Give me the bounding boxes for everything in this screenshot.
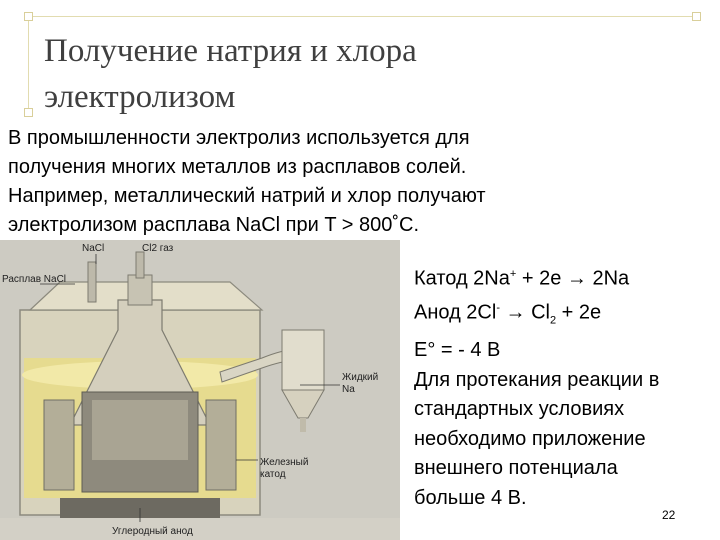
label-melt: Расплав NaCl [2, 274, 67, 285]
electrolysis-cell-illustration [0, 240, 400, 540]
title-line-1: Получение натрия и хлора [44, 33, 417, 69]
label-liquid-na-1: Жидкий [342, 372, 379, 383]
note-line: Для протекания реакции в [414, 368, 660, 391]
label-iron-cathode-2: катод [260, 469, 286, 480]
cathode-charge: + [509, 268, 517, 280]
na-collector [282, 330, 324, 390]
iron-cathode-left [44, 400, 74, 490]
electrolysis-cell-drawing [0, 240, 400, 540]
intro-line: В промышленности электролиз используется для [8, 127, 470, 149]
cathode-reaction [414, 260, 720, 294]
anode-charge: - [496, 302, 500, 315]
intro-line: получения многих металлов из расплавов солей. [8, 156, 467, 178]
anode-subscript: 2 [549, 314, 557, 327]
reaction-notes [414, 260, 720, 513]
label-nacl: NaCl [82, 243, 105, 254]
label-carbon-anode: Углеродный анод [112, 526, 193, 537]
standard-potential: E° = - 4 B [414, 339, 501, 362]
frame-top-line [28, 16, 698, 17]
nacl-feed-pipe [88, 262, 96, 302]
iron-cathode-right [206, 400, 236, 490]
anode-prefix: Анод 2Cl [414, 301, 497, 324]
cathode-prefix: Катод 2Na [414, 267, 510, 290]
label-cl2-gas: Cl2 газ [142, 243, 174, 254]
anode-mid: → Cl [499, 301, 550, 324]
intro-line: электролизом расплава NaCl при T > 800˚C. [8, 214, 420, 236]
anode-block [92, 400, 188, 460]
note-line: необходимо приложение [414, 427, 646, 450]
frame-corner-marker [24, 12, 33, 21]
slide-title [44, 28, 564, 120]
page-number: 22 [662, 508, 676, 522]
anode-rest: + 2e [556, 301, 602, 324]
anode-reaction [414, 294, 720, 336]
note-line: внешнего потенциала [414, 457, 618, 480]
label-liquid-na-2: Na [342, 384, 355, 395]
frame-corner-marker [692, 12, 701, 21]
intro-line: Например, металлический натрий и хлор получают [8, 185, 486, 207]
intro-paragraph [8, 124, 708, 240]
cl2-pipe [128, 275, 152, 305]
frame-left-line [28, 16, 29, 112]
label-iron-cathode-1: Железный [260, 457, 309, 468]
title-line-2: электролизом [44, 79, 236, 115]
note-line: больше 4 В. [414, 486, 527, 509]
frame-corner-marker [24, 108, 33, 117]
cathode-rest: + 2e → 2Na [516, 267, 630, 290]
note-line: стандартных условиях [414, 398, 625, 421]
